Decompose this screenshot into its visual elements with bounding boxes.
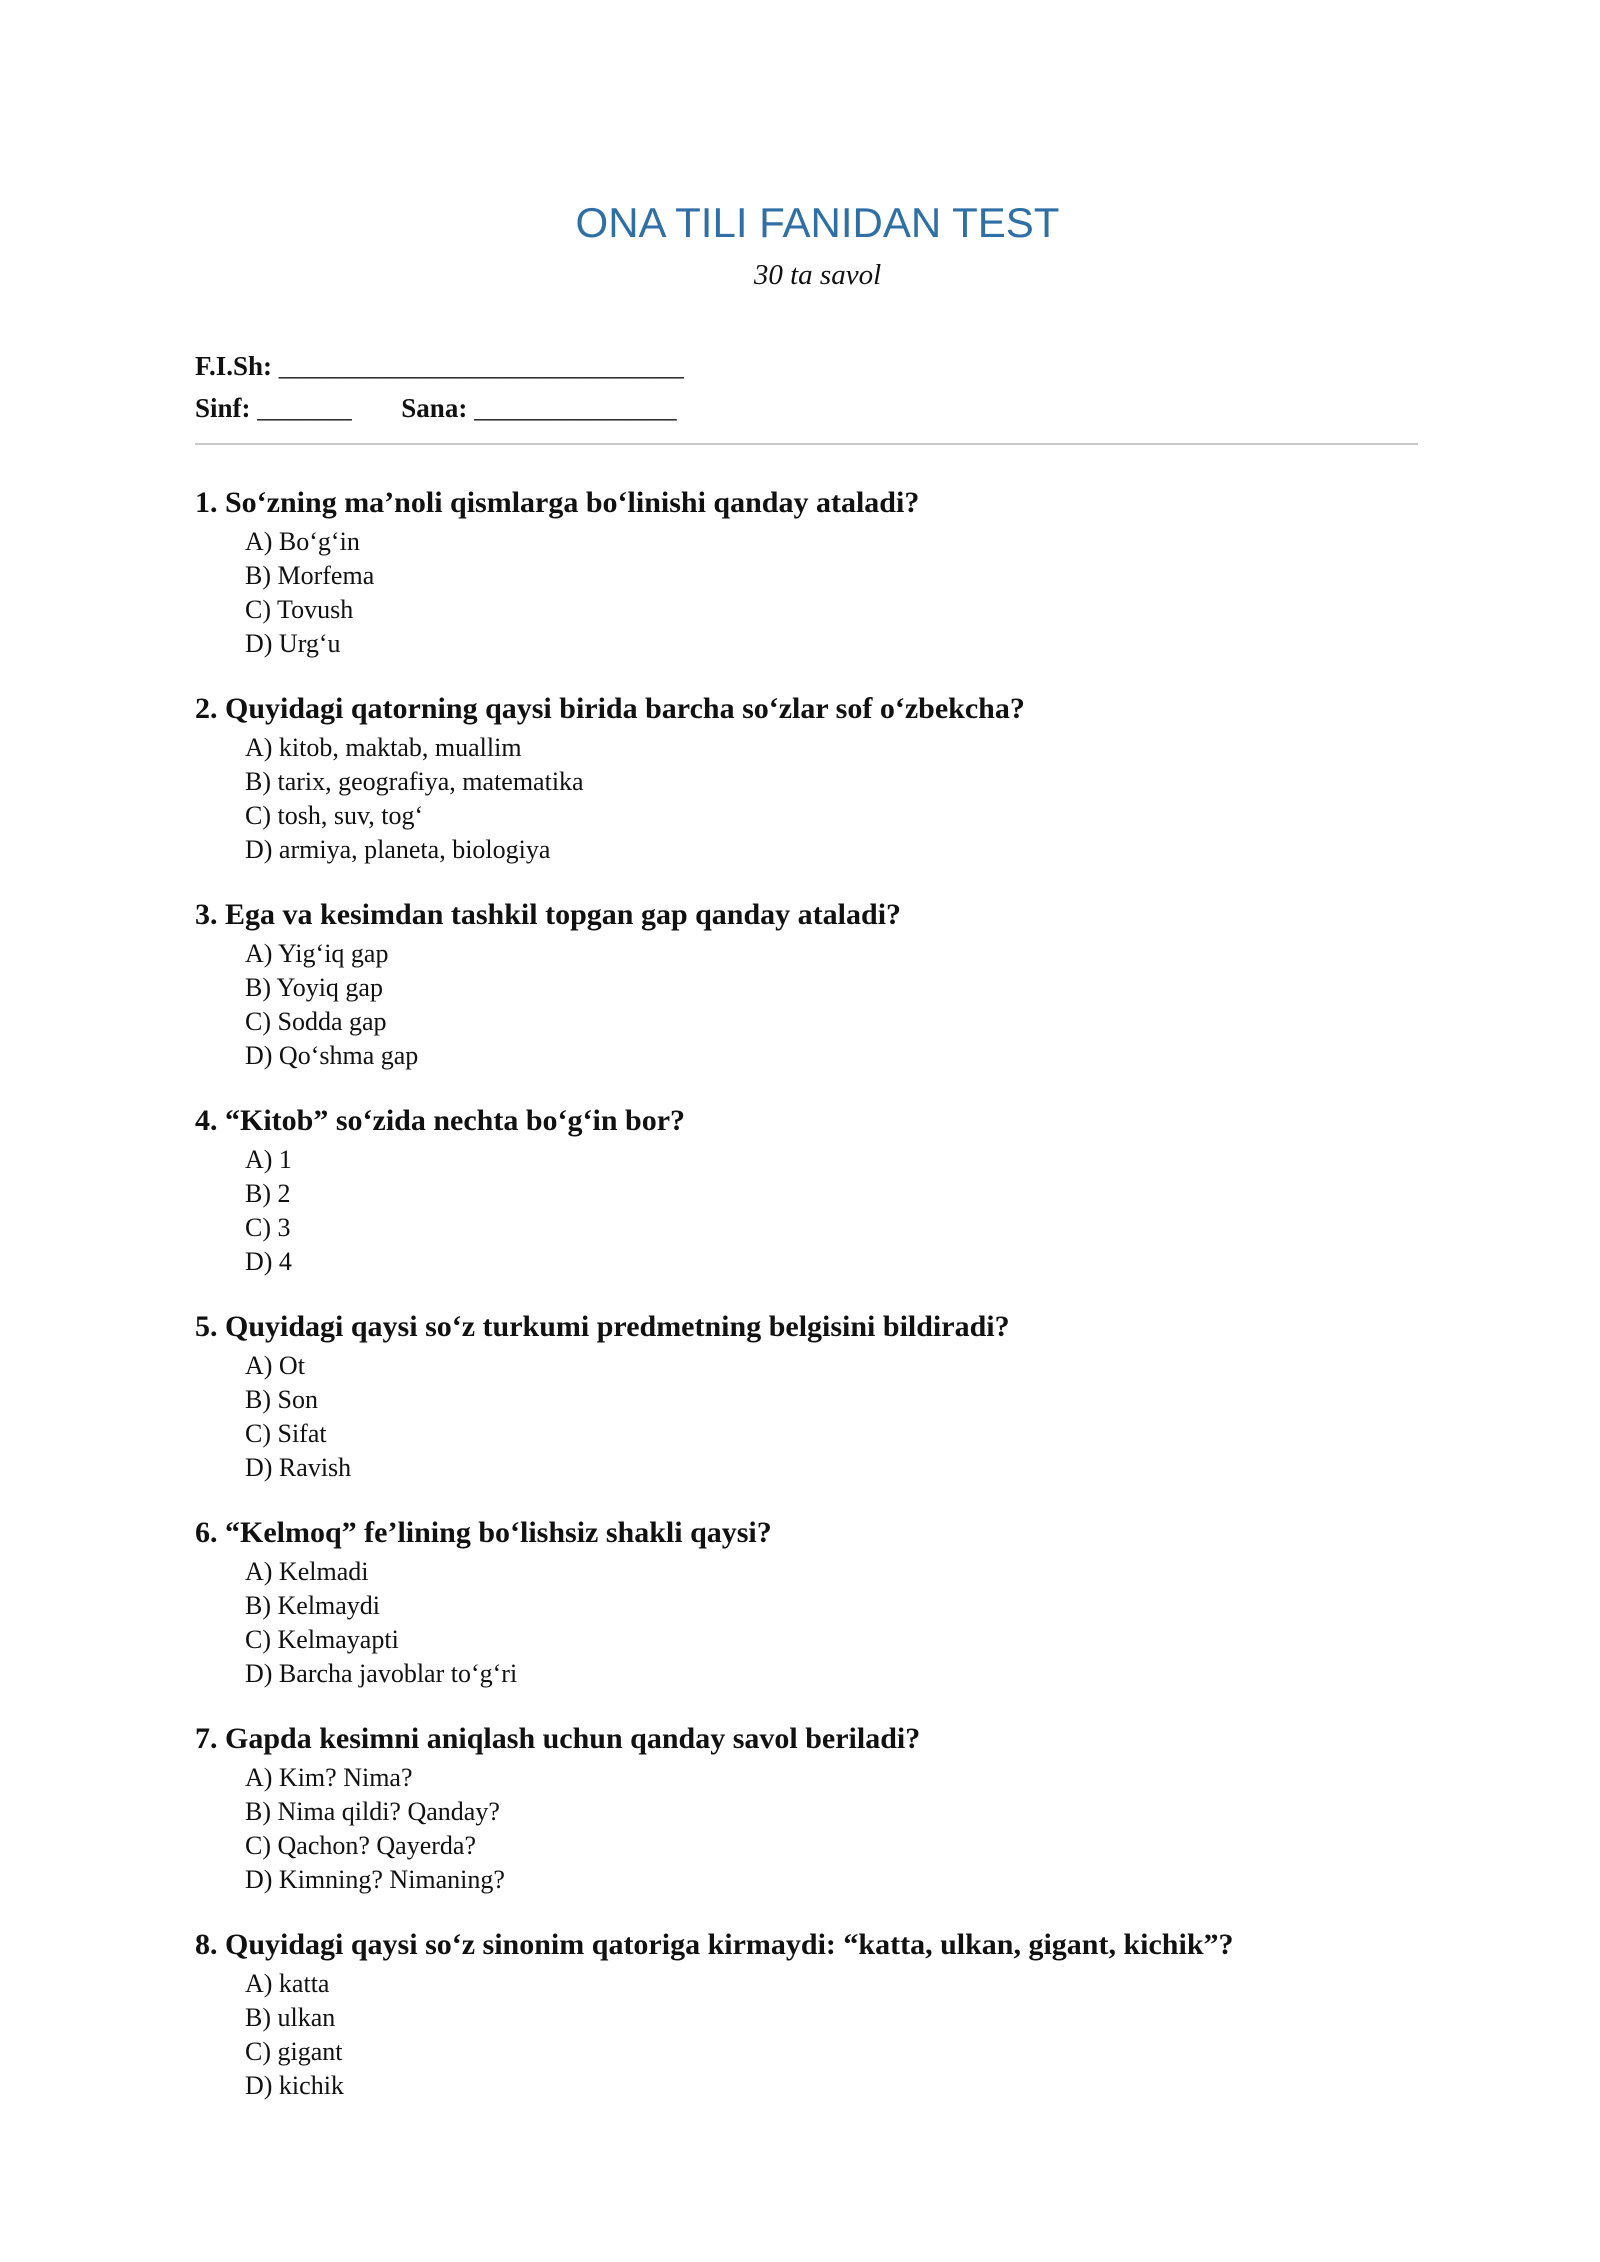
answer-option: B) Son xyxy=(245,1385,318,1414)
answer-options xyxy=(195,1967,1418,2103)
question-7 xyxy=(195,1717,1418,1897)
page-title: ONA TILI FANIDAN TEST xyxy=(575,199,1060,246)
question-text: 6. “Kelmoq” fe’lining bo‘lishsiz shakli qaysi? xyxy=(195,1516,772,1549)
answer-option: B) ulkan xyxy=(245,2003,336,2032)
question-text: 1. So‘zning ma’noli qismlarga bo‘linishi qanday ataladi? xyxy=(195,486,920,519)
question-list xyxy=(195,481,1418,2103)
answer-option: C) Sodda gap xyxy=(245,1007,387,1036)
answer-option: C) tosh, suv, tog‘ xyxy=(245,801,424,830)
answer-option: C) Kelmayapti xyxy=(245,1625,399,1654)
answer-options xyxy=(195,731,1418,867)
question-8 xyxy=(195,1923,1418,2103)
answer-option: B) tarix, geografiya, matematika xyxy=(245,767,584,796)
question-1 xyxy=(195,481,1418,661)
answer-options xyxy=(195,1555,1418,1691)
question-2 xyxy=(195,687,1418,867)
answer-option: B) Yoyiq gap xyxy=(245,973,383,1002)
answer-options xyxy=(195,937,1418,1073)
name-label: F.I.Sh: xyxy=(195,351,273,381)
question-text: 4. “Kitob” so‘zida nechta bo‘g‘in bor? xyxy=(195,1104,686,1137)
answer-option: A) Kim? Nima? xyxy=(245,1763,413,1792)
date-blank: _______________ xyxy=(474,393,677,423)
answer-option: A) kitob, maktab, muallim xyxy=(245,733,522,762)
answer-option: B) Morfema xyxy=(245,561,375,590)
answer-option: D) Urg‘u xyxy=(245,629,341,658)
answer-option: C) Sifat xyxy=(245,1419,327,1448)
test-page xyxy=(195,195,1418,2129)
answer-option: C) gigant xyxy=(245,2037,343,2066)
answer-option: D) Kimning? Nimaning? xyxy=(245,1865,505,1894)
answer-option: C) Tovush xyxy=(245,595,354,624)
answer-option: D) Qo‘shma gap xyxy=(245,1041,419,1070)
answer-option: A) Kelmadi xyxy=(245,1557,369,1586)
answer-options xyxy=(195,1349,1418,1485)
question-text: 7. Gapda kesimni aniqlash uchun qanday savol beriladi? xyxy=(195,1722,921,1755)
question-6 xyxy=(195,1511,1418,1691)
answer-option: B) 2 xyxy=(245,1179,291,1208)
question-4 xyxy=(195,1099,1418,1279)
answer-option: A) Bo‘g‘in xyxy=(245,527,360,556)
question-3 xyxy=(195,893,1418,1073)
answer-option: B) Kelmaydi xyxy=(245,1591,381,1620)
name-line xyxy=(195,345,1418,387)
answer-option: A) katta xyxy=(245,1969,330,1998)
question-text: 5. Quyidagi qaysi so‘z turkumi predmetning belgisini bildiradi? xyxy=(195,1310,1010,1343)
header-divider xyxy=(195,443,1418,445)
question-text: 8. Quyidagi qaysi so‘z sinonim qatoriga kirmaydi: “katta, ulkan, gigant, kichik”? xyxy=(195,1928,1234,1961)
class-blank: _______ xyxy=(257,393,352,423)
date-label: Sana: xyxy=(401,393,468,423)
answer-options xyxy=(195,1761,1418,1897)
answer-options xyxy=(195,1143,1418,1279)
name-blank: ______________________________ xyxy=(278,351,684,381)
answer-option: D) 4 xyxy=(245,1247,292,1276)
answer-option: A) 1 xyxy=(245,1145,292,1174)
answer-option: A) Yig‘iq gap xyxy=(245,939,389,968)
answer-options xyxy=(195,525,1418,661)
answer-option: B) Nima qildi? Qanday? xyxy=(245,1797,500,1826)
class-label: Sinf: xyxy=(195,393,251,423)
student-info xyxy=(195,345,1418,429)
answer-option: D) armiya, planeta, biologiya xyxy=(245,835,551,864)
answer-option: D) kichik xyxy=(245,2071,344,2100)
page-subtitle: 30 ta savol xyxy=(753,259,882,291)
answer-option: D) Barcha javoblar to‘g‘ri xyxy=(245,1659,518,1688)
answer-option: C) 3 xyxy=(245,1213,291,1242)
question-text: 3. Ega va kesimdan tashkil topgan gap qanday ataladi? xyxy=(195,898,902,931)
question-5 xyxy=(195,1305,1418,1485)
class-date-line xyxy=(195,387,1418,429)
question-text: 2. Quyidagi qatorning qaysi birida barcha so‘zlar sof o‘zbekcha? xyxy=(195,692,1025,725)
answer-option: A) Ot xyxy=(245,1351,305,1380)
answer-option: C) Qachon? Qayerda? xyxy=(245,1831,476,1860)
answer-option: D) Ravish xyxy=(245,1453,352,1482)
